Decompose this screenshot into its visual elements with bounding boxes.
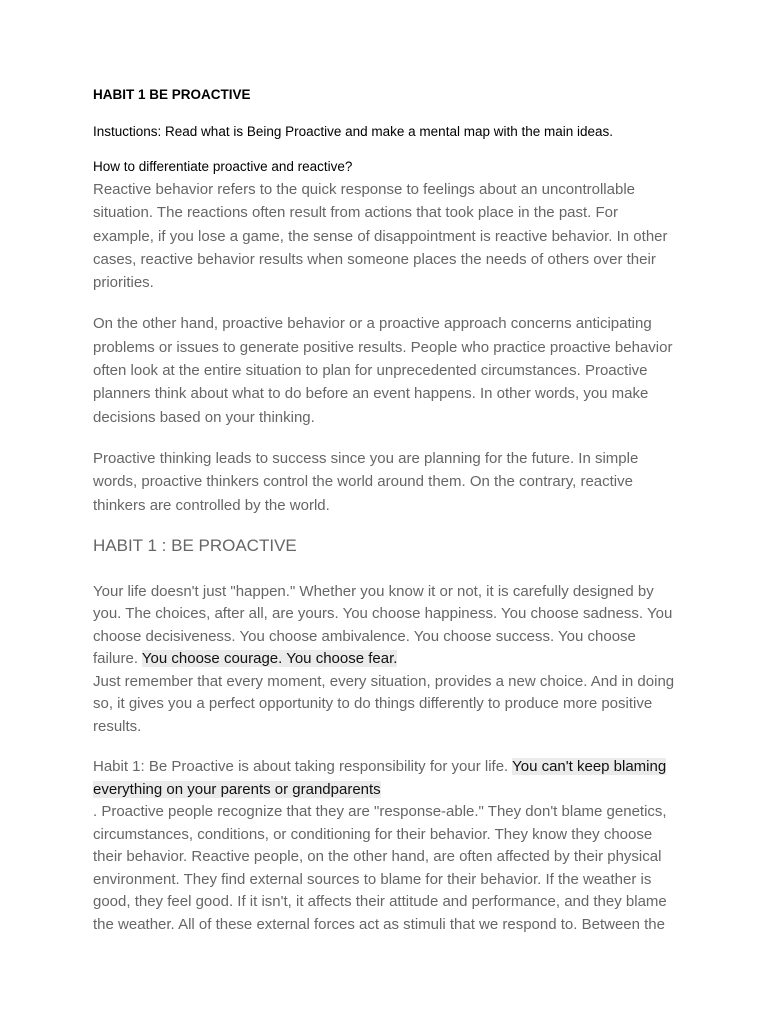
section-paragraph-responsibility — [93, 756, 678, 801]
paragraph-success: Proactive thinking leads to success since you are planning for the future. In simple words, proactive thinkers control the world around them. On the contrary, reactive thinkers are controlled by the world. — [93, 449, 639, 514]
question-text: How to differentiate proactive and reactive? — [93, 159, 353, 174]
document-page — [93, 86, 678, 936]
section-paragraph-choices — [93, 581, 678, 671]
paragraph-proactive: On the other hand, proactive behavior or a proactive approach concerns anticipating problems or issues to generate positive results. People who practice proactive behavior often look at the entire situation to plan for unprecedented circumstances. Proactive planners think about what to do before an event happens. In other words, you make decisions based on your thinking. — [93, 315, 673, 426]
choices-highlight: You choose courage. You choose fear. — [141, 650, 398, 668]
section-paragraph-response-able: . Proactive people recognize that they are "response-able." They don't blame genetics, circumstances, conditions, or conditioning for their behavior. They know they choose their behavior. Reactive people, on the other hand, are often affected by their physical environment. They find external sources to blame for their behavior. If the weather is good, they feel good. If it isn't, it affects their attitude and performance, and they blame the weather. All of these external forces act as stimuli that we respond to. Between the — [93, 803, 667, 933]
responsibility-text: Habit 1: Be Proactive is about taking responsibility for your life. — [93, 758, 513, 776]
choices-text: Your life doesn't just "happen." Whether you know it or not, it is carefully designed by you. The choices, after all, are yours. You choose happiness. You choose sadness. You choose decisiveness. You choose ambivalence. You choose success. You choose failure. — [93, 582, 673, 668]
document-title: HABIT 1 BE PROACTIVE — [93, 87, 251, 102]
instructions-text: Instuctions: Read what is Being Proactive and make a mental map with the main ideas. — [93, 124, 614, 139]
paragraph-reactive: Reactive behavior refers to the quick response to feelings about an uncontrollable situation. The reactions often result from actions that took place in the past. For example, if you lose a game, the sense of disappointment is reactive behavior. In other cases, reactive behavior results when someone places the needs of others over their priorities. — [93, 181, 668, 292]
section-paragraph-new-choice: Just remember that every moment, every situation, provides a new choice. And in doing so, it gives you a perfect opportunity to do things differently to produce more positive results. — [93, 672, 675, 735]
section-heading: HABIT 1 : BE PROACTIVE — [93, 535, 297, 555]
responsibility-highlight: You can't keep blaming everything on your parents or grandparents — [93, 758, 667, 798]
